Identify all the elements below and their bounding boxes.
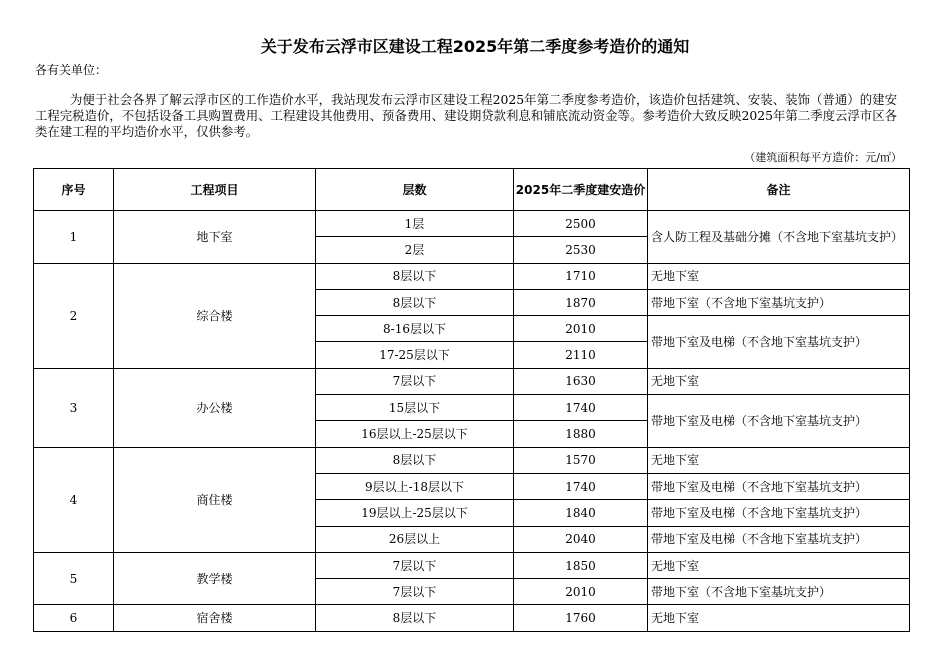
header-floors: 层数 <box>316 169 514 211</box>
cell-floors: 8层以下 <box>316 263 514 289</box>
cell-floors: 9层以上-18层以下 <box>316 473 514 499</box>
cell-price: 1740 <box>514 395 648 421</box>
cell-floors: 8-16层以下 <box>316 316 514 342</box>
cell-floors: 15层以下 <box>316 395 514 421</box>
price-table <box>33 168 910 632</box>
cell-no: 6 <box>34 605 114 631</box>
header-remark: 备注 <box>648 169 910 211</box>
cell-remark: 含人防工程及基础分摊（不含地下室基坑支护） <box>648 211 910 264</box>
cell-remark: 带地下室及电梯（不含地下室基坑支护） <box>648 500 910 526</box>
cell-floors: 2层 <box>316 237 514 263</box>
table-row <box>34 605 910 631</box>
cell-floors: 26层以上 <box>316 526 514 552</box>
cell-floors: 8层以下 <box>316 289 514 315</box>
cell-no: 3 <box>34 368 114 447</box>
cell-price: 1870 <box>514 289 648 315</box>
cell-floors: 7层以下 <box>316 579 514 605</box>
header-no: 序号 <box>34 169 114 211</box>
cell-project: 教学楼 <box>114 552 316 605</box>
cell-price: 2110 <box>514 342 648 368</box>
cell-floors: 17-25层以下 <box>316 342 514 368</box>
cell-project: 办公楼 <box>114 368 316 447</box>
cell-floors: 16层以上-25层以下 <box>316 421 514 447</box>
cell-floors: 7层以下 <box>316 368 514 394</box>
unit-note: （建筑面积每平方造价：元/㎡） <box>744 151 902 164</box>
cell-price: 2040 <box>514 526 648 552</box>
cell-remark: 无地下室 <box>648 447 910 473</box>
table-row <box>34 211 910 237</box>
table-row <box>34 368 910 394</box>
cell-remark: 无地下室 <box>648 368 910 394</box>
body-paragraph: 为便于社会各界了解云浮市区的工作造价水平，我站现发布云浮市区建设工程2025年第二季度参考造价，该造价包括建筑、安装、装饰（普通）的建安工程完税造价，不包括设备工具购置费用、工程建设其他费用、预备费用、建设期贷款利息和铺底流动资金等。参考造价大致反映2025年第二季度云浮市区各类在建工程的平均造价水平，仅供参考。 <box>35 92 897 139</box>
cell-remark: 无地下室 <box>648 263 910 289</box>
cell-remark: 带地下室及电梯（不含地下室基坑支护） <box>648 316 910 369</box>
cell-floors: 19层以上-25层以下 <box>316 500 514 526</box>
cell-no: 5 <box>34 552 114 605</box>
cell-floors: 8层以下 <box>316 605 514 631</box>
cell-price: 1740 <box>514 473 648 499</box>
cell-price: 2010 <box>514 316 648 342</box>
cell-price: 1570 <box>514 447 648 473</box>
table-body <box>34 211 910 632</box>
cell-price: 1850 <box>514 552 648 578</box>
cell-remark: 带地下室及电梯（不含地下室基坑支护） <box>648 526 910 552</box>
cell-price: 1630 <box>514 368 648 394</box>
cell-no: 4 <box>34 447 114 552</box>
header-project: 工程项目 <box>114 169 316 211</box>
cell-price: 2010 <box>514 579 648 605</box>
table-header <box>34 169 910 211</box>
salutation: 各有关单位： <box>35 63 108 77</box>
header-row <box>34 169 910 211</box>
cell-floors: 7层以下 <box>316 552 514 578</box>
header-price: 2025年二季度建安造价 <box>514 169 648 211</box>
cell-price: 1880 <box>514 421 648 447</box>
cell-price: 1760 <box>514 605 648 631</box>
cell-price: 1710 <box>514 263 648 289</box>
cell-floors: 1层 <box>316 211 514 237</box>
cell-floors: 8层以下 <box>316 447 514 473</box>
cell-remark: 无地下室 <box>648 605 910 631</box>
cell-project: 综合楼 <box>114 263 316 368</box>
cell-no: 1 <box>34 211 114 264</box>
cell-no: 2 <box>34 263 114 368</box>
table-row <box>34 263 910 289</box>
cell-project: 地下室 <box>114 211 316 264</box>
cell-remark: 无地下室 <box>648 552 910 578</box>
cell-price: 1840 <box>514 500 648 526</box>
cell-project: 商住楼 <box>114 447 316 552</box>
table-row <box>34 447 910 473</box>
cell-remark: 带地下室（不含地下室基坑支护） <box>648 289 910 315</box>
document-title: 关于发布云浮市区建设工程2025年第二季度参考造价的通知 <box>260 37 690 56</box>
table-row <box>34 552 910 578</box>
cell-price: 2500 <box>514 211 648 237</box>
cell-price: 2530 <box>514 237 648 263</box>
cell-remark: 带地下室（不含地下室基坑支护） <box>648 579 910 605</box>
cell-project: 宿舍楼 <box>114 605 316 631</box>
cell-remark: 带地下室及电梯（不含地下室基坑支护） <box>648 395 910 448</box>
cell-remark: 带地下室及电梯（不含地下室基坑支护） <box>648 473 910 499</box>
